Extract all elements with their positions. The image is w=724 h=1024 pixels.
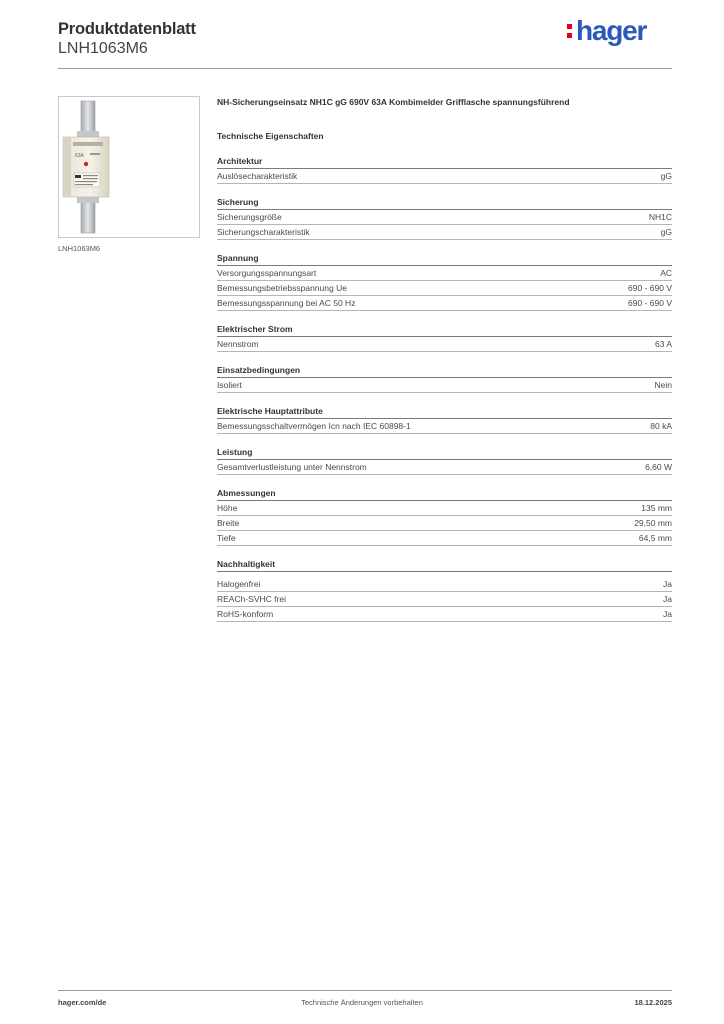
logo-dots-icon: [567, 20, 574, 40]
property-row: [217, 169, 672, 184]
property-row: [217, 337, 672, 352]
property-value: gG: [660, 171, 672, 181]
property-label: Höhe: [217, 503, 238, 513]
property-label: REACh-SVHC frei: [217, 594, 286, 604]
property-value: NH1C: [648, 212, 672, 222]
section-title: Sicherung: [217, 196, 672, 210]
property-row: [217, 592, 672, 607]
property-row: [217, 577, 672, 592]
property-row: [217, 225, 672, 240]
property-label: RoHS-konform: [217, 609, 274, 619]
property-row: [217, 210, 672, 225]
section-title: Leistung: [217, 446, 672, 460]
section-leistung: [217, 446, 672, 475]
hager-logo: [567, 14, 646, 48]
section-title: Spannung: [217, 252, 672, 266]
property-row: [217, 460, 672, 475]
section-title: Elektrischer Strom: [217, 323, 672, 337]
property-label: Auslösecharakteristik: [217, 171, 298, 181]
section-einsatzbedingungen: [217, 364, 672, 393]
property-label: Versorgungsspannungsart: [217, 268, 317, 278]
section-title: Einsatzbedingungen: [217, 364, 672, 378]
property-label: Sicherungscharakteristik: [217, 227, 310, 237]
property-value: Ja: [663, 579, 672, 589]
tech-properties-title: Technische Eigenschaften: [217, 131, 324, 141]
property-value: 690 - 690 V: [628, 283, 672, 293]
image-caption: LNH1063M6: [58, 244, 101, 253]
page-title: Produktdatenblatt: [58, 20, 196, 38]
fuse-product-image-icon: [59, 97, 199, 237]
property-label: Bemessungsbetriebsspannung Ue: [217, 283, 347, 293]
property-value: 80 kA: [650, 421, 672, 431]
property-row: [217, 607, 672, 622]
property-row: [217, 296, 672, 311]
main-content: [217, 96, 672, 622]
product-code: LNH1063M6: [58, 40, 148, 57]
product-image: [58, 96, 200, 238]
property-row: [217, 281, 672, 296]
property-label: Bemessungsspannung bei AC 50 Hz: [217, 298, 356, 308]
section-title: Nachhaltigkeit: [217, 558, 672, 572]
property-row: [217, 378, 672, 393]
property-row: [217, 419, 672, 434]
section-elektrischer-strom: [217, 323, 672, 352]
header-divider: [58, 68, 672, 69]
product-description: NH-Sicherungseinsatz NH1C gG 690V 63A Kombimelder Grifflasche spannungsführend: [217, 97, 570, 107]
property-sections: [217, 155, 672, 622]
property-value: 63 A: [654, 339, 672, 349]
section-title: Architektur: [217, 155, 672, 169]
footer-website: hager.com/de: [58, 998, 107, 1007]
property-row: [217, 501, 672, 516]
footer-divider: [58, 990, 672, 991]
property-value: 6,60 W: [645, 462, 672, 472]
section-architektur: [217, 155, 672, 184]
property-label: Halogenfrei: [217, 579, 261, 589]
section-title: Abmessungen: [217, 487, 672, 501]
fuse-rating-text: 63A: [75, 153, 84, 159]
property-value: 135 mm: [641, 503, 672, 513]
property-label: Isoliert: [217, 380, 243, 390]
property-value: 690 - 690 V: [628, 298, 672, 308]
property-value: gG: [660, 227, 672, 237]
section-sicherung: [217, 196, 672, 240]
property-label: Breite: [217, 518, 240, 528]
property-value: Ja: [663, 594, 672, 604]
section-elektrische-hauptattribute: [217, 405, 672, 434]
section-title: Elektrische Hauptattribute: [217, 405, 672, 419]
property-value: 64,5 mm: [638, 533, 672, 543]
property-value: Nein: [654, 380, 672, 390]
property-row: [217, 516, 672, 531]
property-label: Sicherungsgröße: [217, 212, 282, 222]
property-label: Gesamtverlustleistung unter Nennstrom: [217, 462, 367, 472]
property-row: [217, 531, 672, 546]
section-nachhaltigkeit: [217, 558, 672, 622]
property-label: Nennstrom: [217, 339, 259, 349]
property-label: Bemessungsschaltvermögen Icn nach IEC 60898-1: [217, 421, 411, 431]
property-value: Ja: [663, 609, 672, 619]
section-spannung: [217, 252, 672, 311]
property-row: [217, 266, 672, 281]
footer-note: Technische Änderungen vorbehalten: [301, 998, 423, 1007]
footer-date: 18.12.2025: [634, 998, 672, 1007]
property-value: 29,50 mm: [634, 518, 672, 528]
logo-text: hager: [576, 15, 647, 46]
section-abmessungen: [217, 487, 672, 546]
property-value: AC: [660, 268, 672, 278]
property-label: Tiefe: [217, 533, 236, 543]
